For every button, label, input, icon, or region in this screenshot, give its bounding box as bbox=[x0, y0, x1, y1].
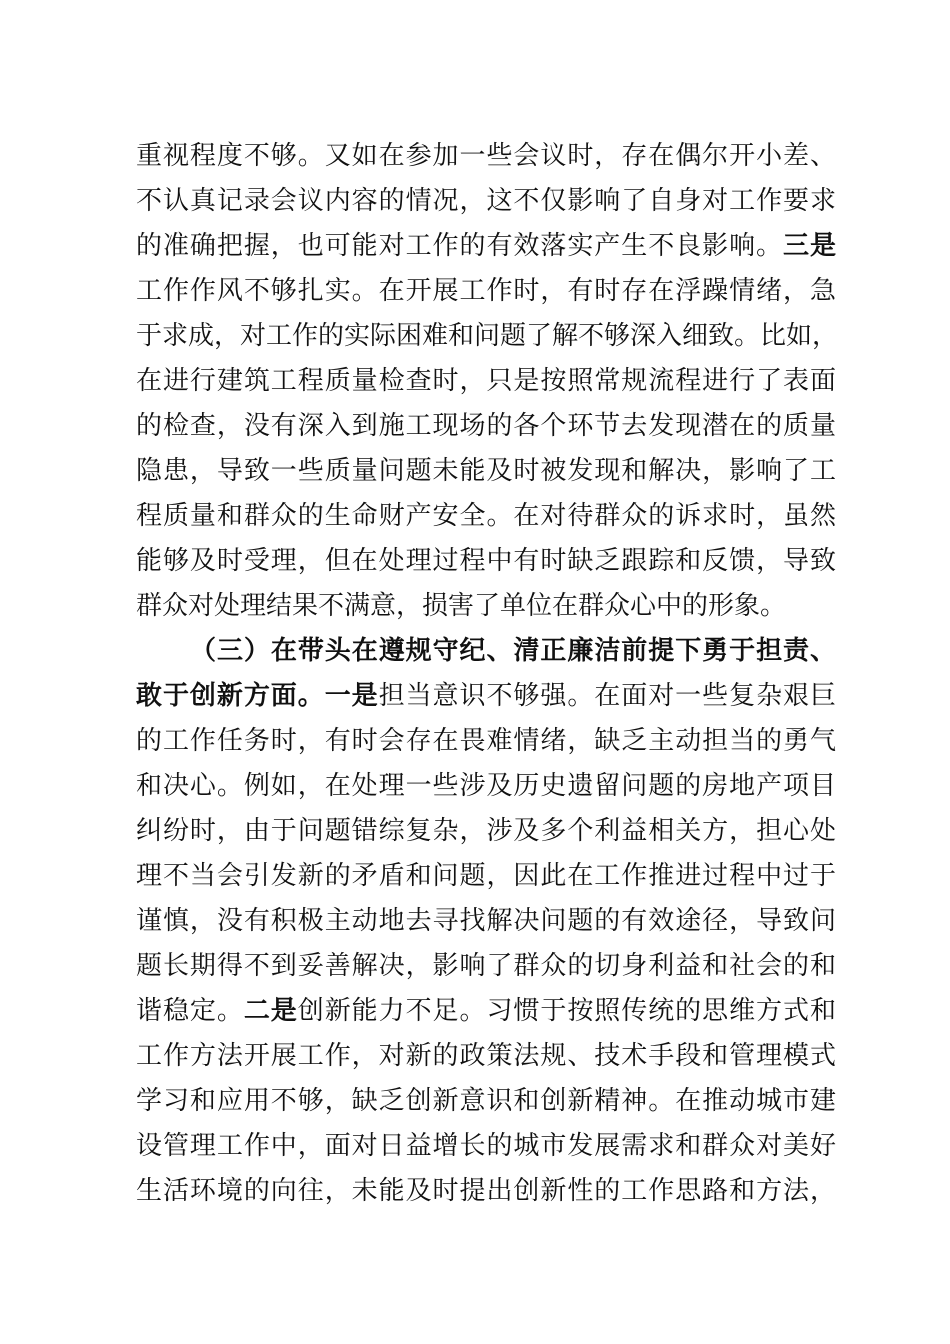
text-line bbox=[136, 1034, 836, 1078]
text-segment: 的准确把握，也可能对工作的有效落实产生不良影响。 bbox=[136, 231, 784, 261]
text-line bbox=[136, 449, 836, 493]
text-segment: 纠纷时，由于问题错综复杂，涉及多个利益相关方，担心处 bbox=[136, 816, 836, 846]
text-segment: 的工作任务时，有时会存在畏难情绪，缺乏主动担当的勇气 bbox=[136, 726, 836, 756]
text-line bbox=[136, 1124, 836, 1168]
text-segment: 隐患，导致一些质量问题未能及时被发现和解决，影响了工 bbox=[136, 456, 836, 486]
text-line bbox=[136, 584, 836, 628]
section-heading: （三）在带头在遵规守纪、清正廉洁前提下勇于担责、 bbox=[190, 636, 836, 666]
text-segment: 创新能力不足。习惯于按照传统的思维方式和 bbox=[297, 996, 836, 1026]
text-line bbox=[136, 269, 836, 313]
text-segment: 重视程度不够。又如在参加一些会议时，存在偶尔开小差、 bbox=[136, 141, 836, 171]
bold-text-segment: 二是 bbox=[243, 996, 298, 1026]
text-segment: 设管理工作中，面对日益增长的城市发展需求和群众对美好 bbox=[136, 1131, 836, 1161]
text-line bbox=[136, 404, 836, 448]
section-heading-line bbox=[190, 629, 836, 673]
text-segment: 群众对处理结果不满意，损害了单位在群众心中的形象。 bbox=[136, 591, 787, 621]
text-segment: 谨慎，没有积极主动地去寻找解决问题的有效途径，导致问 bbox=[136, 906, 836, 936]
text-line bbox=[136, 674, 836, 718]
text-line bbox=[136, 719, 836, 763]
text-line bbox=[136, 539, 836, 583]
text-line bbox=[136, 224, 836, 268]
text-line bbox=[136, 1079, 836, 1123]
text-line bbox=[136, 764, 836, 808]
text-segment: 工作作风不够扎实。在开展工作时，有时存在浮躁情绪，急 bbox=[136, 276, 836, 306]
text-segment: 学习和应用不够，缺乏创新意识和创新精神。在推动城市建 bbox=[136, 1086, 836, 1116]
text-segment: 于求成，对工作的实际困难和问题了解不够深入细致。比如， bbox=[136, 321, 839, 351]
text-segment: 和决心。例如，在处理一些涉及历史遗留问题的房地产项目 bbox=[136, 771, 836, 801]
text-segment: 能够及时受理，但在处理过程中有时缺乏跟踪和反馈，导致 bbox=[136, 546, 836, 576]
text-line bbox=[136, 989, 836, 1033]
text-segment: 谐稳定。 bbox=[136, 996, 244, 1026]
text-line bbox=[136, 359, 836, 403]
text-line bbox=[136, 809, 836, 853]
text-segment: 不认真记录会议内容的情况，这不仅影响了自身对工作要求 bbox=[136, 186, 836, 216]
text-segment: 在进行建筑工程质量检查时，只是按照常规流程进行了表面 bbox=[136, 366, 836, 396]
bold-text-segment: 三是 bbox=[783, 231, 836, 261]
text-line bbox=[136, 854, 836, 898]
text-segment: 工作方法开展工作，对新的政策法规、技术手段和管理模式 bbox=[136, 1041, 836, 1071]
text-segment: 的检查，没有深入到施工现场的各个环节去发现潜在的质量 bbox=[136, 411, 836, 441]
text-line bbox=[136, 179, 836, 223]
text-segment: 程质量和群众的生命财产安全。在对待群众的诉求时，虽然 bbox=[136, 501, 836, 531]
text-line bbox=[136, 899, 836, 943]
text-line bbox=[136, 1169, 836, 1213]
text-segment: 理不当会引发新的矛盾和问题，因此在工作推进过程中过于 bbox=[136, 861, 836, 891]
text-segment: 生活环境的向往，未能及时提出创新性的工作思路和方法， bbox=[136, 1176, 836, 1206]
text-line bbox=[136, 134, 836, 178]
bold-text-segment: 敢于创新方面。一是 bbox=[136, 681, 379, 711]
text-line bbox=[136, 494, 836, 538]
text-segment: 题长期得不到妥善解决，影响了群众的切身利益和社会的和 bbox=[136, 951, 836, 981]
text-segment: 担当意识不够强。在面对一些复杂艰巨 bbox=[378, 681, 836, 711]
text-line bbox=[136, 314, 839, 358]
text-line bbox=[136, 944, 836, 988]
